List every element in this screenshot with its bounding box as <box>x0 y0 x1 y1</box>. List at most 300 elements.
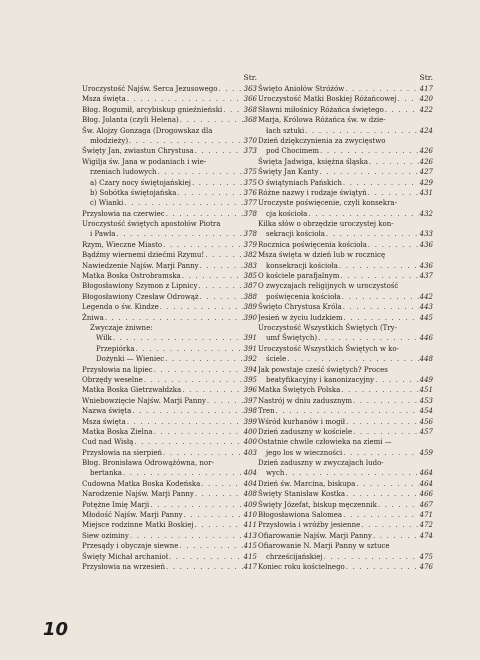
toc-page-number: 437 <box>419 272 433 281</box>
dot-leader <box>342 292 419 302</box>
toc-page-number: 409 <box>243 500 257 509</box>
toc-entry-title: łach sztuki <box>266 126 305 135</box>
dot-leader <box>385 105 419 115</box>
toc-entry <box>82 479 257 489</box>
toc-page-number: 472 <box>419 521 433 530</box>
toc-page-number: 366 <box>243 95 257 104</box>
toc-entry-title: Dzień św. Marcina, biskupa <box>258 479 356 488</box>
dot-leader <box>368 240 419 250</box>
dot-leader <box>165 354 242 364</box>
toc-page-number: 427 <box>419 168 433 177</box>
dot-leader <box>127 417 243 427</box>
dot-leader <box>166 209 243 219</box>
toc-entry <box>258 271 433 281</box>
toc-entry <box>258 292 433 302</box>
toc-entry-title: Legenda o św. Kindze <box>82 303 159 312</box>
toc-entry <box>82 396 257 406</box>
toc-entry-line: Św. Alojzy Gonzaga (Drogowskaz dla <box>82 126 213 135</box>
toc-entry-title: Nastrój w dniu zadusznym <box>258 396 353 405</box>
dot-leader <box>198 281 242 291</box>
toc-entry-title: O świątyniach Pańskich <box>258 178 342 187</box>
dot-leader <box>158 167 243 177</box>
dot-leader <box>218 84 242 94</box>
toc-page-number: 442 <box>419 292 433 301</box>
toc-entry-title: Przysłowia i wróżby jesienne <box>258 521 361 530</box>
toc-page-number: 368 <box>243 105 257 114</box>
toc-entry <box>82 417 257 427</box>
dot-leader <box>373 531 419 541</box>
toc-entry <box>82 240 257 250</box>
toc-page-number: 399 <box>243 417 257 426</box>
dot-leader <box>361 520 418 530</box>
dot-leader <box>353 427 418 437</box>
dot-leader <box>144 375 243 385</box>
toc-entry-title: poświęcenia kościoła <box>266 292 341 301</box>
toc-entry-title: Święta Jadwiga, księżna śląska <box>258 157 368 166</box>
toc-entry-title: Święto Chrystusa Króla <box>258 303 342 312</box>
dot-leader <box>184 510 243 520</box>
dot-leader <box>305 126 418 136</box>
toc-entry <box>258 167 433 177</box>
toc-entry-title: Młodość Najśw. Marji Panny <box>82 511 183 520</box>
dot-leader <box>182 385 242 395</box>
dot-leader <box>127 94 243 104</box>
toc-entry <box>258 94 433 104</box>
toc-entry <box>258 313 433 323</box>
toc-page-number: 383 <box>243 261 257 270</box>
toc-entry-title: Różne nazwy i rodzaje świątyń <box>258 188 367 197</box>
toc-entry-title: Błog. Bogumił, arcybiskup gnieźnieński <box>82 105 223 114</box>
toc-entry <box>82 531 257 541</box>
toc-entry-title: Przesądy i obyczaje siewne <box>82 542 179 551</box>
dot-leader <box>368 188 419 198</box>
toc-page-number: 391 <box>243 334 257 343</box>
dot-leader <box>324 552 419 562</box>
toc-entry-line: Uroczystość świętych apostołów Piotra <box>82 220 221 229</box>
toc-page-number: 417 <box>419 85 433 93</box>
toc-page-number: 395 <box>243 375 257 384</box>
dot-leader <box>154 427 243 437</box>
dot-leader <box>285 468 418 478</box>
toc-entry <box>258 178 433 188</box>
toc-entry-title: Przepiórka <box>96 344 135 353</box>
toc-page-number: 433 <box>419 230 433 239</box>
toc-entry <box>82 437 257 447</box>
toc-entry <box>258 261 433 271</box>
toc-page-number: 467 <box>419 500 433 509</box>
toc-entry <box>82 562 257 572</box>
toc-page-number: 363 <box>243 85 257 93</box>
dot-leader <box>398 94 419 104</box>
toc-page-number: 400 <box>243 438 257 447</box>
toc-entry-title: Święty Stanisław Kostka <box>258 490 346 499</box>
toc-entry <box>258 105 433 115</box>
toc-entry <box>82 115 257 125</box>
toc-page-number: 429 <box>419 178 433 187</box>
dot-leader <box>207 396 243 406</box>
dot-leader <box>346 417 419 427</box>
toc-entry <box>258 406 433 416</box>
toc-entry <box>258 468 433 478</box>
toc-entry-title: Jesień w życiu ludzkiem <box>258 313 343 322</box>
toc-page-number: 436 <box>419 261 433 270</box>
toc-entry <box>258 489 433 499</box>
toc-entry-line: Dzień zaduszny w zwyczajach ludo- <box>258 459 384 468</box>
toc-entry-line: Jak powstaje cześć świętych? Proces <box>258 365 388 374</box>
toc-entry <box>82 188 257 198</box>
dot-leader <box>177 188 242 198</box>
toc-page-number: 378 <box>243 230 257 239</box>
toc-entry-title: Święty Jan, zwiastun Chrystusa <box>82 147 194 156</box>
toc-entry-title: Bądźmy wiernemi dziećmi Rzymu! <box>82 251 205 260</box>
toc-entry-title: ściele <box>266 355 287 364</box>
toc-page-number: 464 <box>419 469 433 478</box>
toc-entry-title: O kościele parafjalnym <box>258 272 340 281</box>
toc-entry <box>82 302 257 312</box>
toc-entry <box>258 354 433 364</box>
toc-page-number: 391 <box>243 344 257 353</box>
toc-entry-title: Rocznica poświęcenia kościoła <box>258 240 367 249</box>
toc-page-number: 426 <box>419 157 433 166</box>
toc-entry <box>258 396 433 406</box>
toc-entry-title: Święto Aniołów Stróżów <box>258 85 345 93</box>
toc-page-number: 397 <box>243 396 257 405</box>
toc-page-number: 476 <box>419 562 433 571</box>
toc-page-number: 445 <box>419 313 433 322</box>
toc-entry-title: wych <box>266 469 285 478</box>
dot-leader <box>200 292 243 302</box>
toc-entry-title: bertanka <box>90 469 122 478</box>
toc-entry <box>82 209 257 219</box>
toc-entry <box>82 105 257 115</box>
toc-entry-title: Koniec roku kościelnego <box>258 562 345 571</box>
toc-entry <box>82 552 257 562</box>
dot-leader <box>195 520 243 530</box>
toc-page-number: 404 <box>243 479 257 488</box>
toc-entry <box>82 94 257 104</box>
toc-page-number: 377 <box>243 199 257 208</box>
toc-entry-title: Rzym, Wieczne Miasto <box>82 240 163 249</box>
toc-entry <box>82 178 257 188</box>
toc-entry <box>258 146 433 156</box>
toc-page-number: 426 <box>419 147 433 156</box>
toc-entry <box>82 292 257 302</box>
toc-page-number: 431 <box>419 188 433 197</box>
toc-page-number: 422 <box>419 105 433 114</box>
toc-page-number: 456 <box>419 417 433 426</box>
toc-entry-line: Uroczyste poświęcenie, czyli konsekra- <box>258 199 397 208</box>
toc-page-number: 382 <box>243 251 257 260</box>
toc-entry <box>258 229 433 239</box>
toc-entry <box>82 344 257 354</box>
toc-entry-title: Matka Świętych Polska <box>258 386 341 395</box>
toc-entry <box>82 541 257 551</box>
toc-entry-title: Siew oziminy <box>82 531 129 540</box>
toc-page-number: 443 <box>419 303 433 312</box>
toc-entry-title: Wniebowzięcie Najśw. Marji Panny <box>82 396 206 405</box>
toc-entry-title: beatyfikacyjny i kanonizacyjny <box>266 375 375 384</box>
toc-page-number: 471 <box>419 511 433 520</box>
dot-leader <box>163 240 242 250</box>
toc-entry-line: O zwyczajach religijnych w uroczystość <box>258 282 399 291</box>
toc-page-number: 375 <box>243 178 257 187</box>
toc-entry-title: a) Czary nocy świętojańskiej <box>90 178 191 187</box>
toc-entry <box>258 84 433 94</box>
toc-entry <box>82 146 257 156</box>
toc-entry-line: Marja, Królowa Różańca św. w dzie- <box>258 116 386 125</box>
dot-leader <box>123 468 243 478</box>
toc-entry-line: Dzień dziękczynienia za zwycięstwo <box>258 136 386 145</box>
toc-page-number: 378 <box>243 209 257 218</box>
dot-leader <box>326 229 419 239</box>
dot-leader <box>346 562 419 572</box>
toc-entry <box>258 427 433 437</box>
toc-entry <box>82 365 257 375</box>
toc-page-number: 390 <box>243 313 257 322</box>
toc-entry-title: cja kościoła <box>266 209 308 218</box>
toc-page-number: 475 <box>419 552 433 561</box>
toc-entry-title: Nawiedzenie Najśw. Marji Panny <box>82 261 199 270</box>
toc-page-number: 459 <box>419 448 433 457</box>
dot-leader <box>113 333 243 343</box>
toc-entry <box>82 167 257 177</box>
dot-leader <box>132 406 242 416</box>
toc-entry <box>258 126 433 136</box>
dot-leader <box>378 500 419 510</box>
dot-leader <box>345 84 418 94</box>
toc-page-number: 394 <box>243 365 257 374</box>
dot-leader <box>343 302 419 312</box>
dot-leader <box>136 344 243 354</box>
dot-leader <box>134 437 242 447</box>
toc-entry-line: Błog. Bronisława Odrowążówna, nor- <box>82 459 214 468</box>
toc-page-number: 432 <box>419 209 433 218</box>
toc-entry <box>82 261 257 271</box>
page-column-header: Str. <box>419 73 433 82</box>
dot-leader <box>129 136 243 146</box>
toc-entry-title: Potężne Imię Marji <box>82 500 150 509</box>
toc-page-number: 387 <box>243 282 257 291</box>
toc-entry-title: Narodzenie Najśw. Marji Panny <box>82 490 194 499</box>
toc-page-number: 375 <box>243 168 257 177</box>
dot-leader <box>160 302 243 312</box>
toc-page-number: 403 <box>243 448 257 457</box>
toc-page-number: 415 <box>243 542 257 551</box>
toc-page-number: 389 <box>243 303 257 312</box>
toc-entry-title: sekracji kościoła <box>266 230 325 239</box>
dot-leader <box>200 261 243 271</box>
dot-leader <box>339 261 419 271</box>
toc-entry <box>82 489 257 499</box>
toc-entry-title: Uroczystość Matki Boskiej Różańcowej <box>258 95 397 104</box>
toc-page-number: 449 <box>419 375 433 384</box>
toc-page-number: 373 <box>243 147 257 156</box>
dot-leader <box>287 354 418 364</box>
dot-leader <box>223 105 242 115</box>
toc-page-number: 424 <box>419 126 433 135</box>
toc-entry-title: Wilk <box>96 334 112 343</box>
toc-entry-title: Święty Józefat, biskup męczennik <box>258 500 377 509</box>
toc-entry <box>82 510 257 520</box>
toc-entry-line: Wigilja św. Jana w podaniach i wie- <box>82 157 207 166</box>
toc-entry-title: chrześcijańskiej <box>266 552 323 561</box>
toc-entry-title: Przysłowia na wrzesień <box>82 562 165 571</box>
toc-column-left <box>82 73 257 572</box>
toc-entry-title: Święty Jan Kanty <box>258 168 319 177</box>
dot-leader <box>308 209 418 219</box>
toc-page-number: 413 <box>243 531 257 540</box>
toc-page-number: 400 <box>243 427 257 436</box>
dot-leader <box>182 271 243 281</box>
dot-leader <box>169 552 243 562</box>
toc-entry-title: Dożynki — Wieniec <box>96 355 165 364</box>
toc-entry <box>82 468 257 478</box>
toc-entry-title: Przysłowia na lipiec <box>82 365 153 374</box>
toc-entry-title: Wśród kurhanów i mogił <box>258 417 346 426</box>
dot-leader <box>353 396 419 406</box>
toc-page-number: 453 <box>419 396 433 405</box>
toc-entry-line: Kilka słów o obrzędzie uroczystej kon- <box>258 220 394 229</box>
toc-entry <box>258 552 433 562</box>
dot-leader <box>341 385 418 395</box>
toc-page-number: 368 <box>243 116 257 125</box>
toc-entry-line: Msza święta w dzień lub w rocznicę <box>258 251 386 260</box>
dot-leader <box>340 271 418 281</box>
toc-entry-line: Uroczystość Wszystkich Świętych (Try- <box>258 323 398 332</box>
toc-entry <box>258 240 433 250</box>
dot-leader <box>318 333 419 343</box>
page-column-header: Str. <box>243 73 257 82</box>
toc-entry-title: Błogosławiona Salomea <box>258 511 343 520</box>
toc-page-number: 420 <box>419 95 433 104</box>
toc-entry <box>258 385 433 395</box>
dot-leader <box>343 178 419 188</box>
toc-entry-title: Przysłowia na sierpień <box>82 448 163 457</box>
toc-entry <box>258 157 433 167</box>
toc-page-number: 404 <box>243 469 257 478</box>
toc-entry-title: Błogosławiony Szymon z Lipnicy <box>82 282 198 291</box>
toc-entry <box>258 333 433 343</box>
toc-entry-title: Ofiarowanie Najśw. Marji Panny <box>258 531 372 540</box>
toc-page-number: 379 <box>243 240 257 249</box>
toc-entry <box>82 448 257 458</box>
toc-entry <box>258 479 433 489</box>
toc-entry <box>82 229 257 239</box>
dot-leader <box>179 541 242 551</box>
toc-entry-line: Ostatnie chwile człowieka na ziemi — <box>258 438 392 447</box>
dot-leader <box>150 500 242 510</box>
toc-entry <box>258 188 433 198</box>
toc-entry-title: Msza święta <box>82 417 126 426</box>
toc-entry <box>82 385 257 395</box>
dot-leader <box>195 146 243 156</box>
toc-entry <box>258 302 433 312</box>
toc-entry-line: Uroczystość Wszystkich Świętych w ko- <box>258 344 399 353</box>
toc-entry-title: Matka Boska Zielna <box>82 427 153 436</box>
toc-entry-title: Dzień zaduszny w kościele <box>258 427 353 436</box>
dot-leader <box>320 146 419 156</box>
toc-entry-title: Tren <box>258 407 275 416</box>
toc-entry <box>258 500 433 510</box>
toc-entry <box>82 281 257 291</box>
toc-entry-title: Błogosławiony Czesław Odrowąż <box>82 292 199 301</box>
toc-entry <box>82 136 257 146</box>
toc-entry-line: Zwyczaje żniwne: <box>90 323 153 332</box>
toc-entry-title: Święty Michał archanioł <box>82 552 169 561</box>
dot-leader <box>375 375 419 385</box>
toc-entry-line: Ofiarowanie N. Marji Panny w sztuce <box>258 542 390 551</box>
toc-page-number: 410 <box>243 511 257 520</box>
dot-leader <box>344 313 419 323</box>
toc-page-number: 398 <box>243 407 257 416</box>
dot-leader <box>205 250 242 260</box>
dot-leader <box>116 229 242 239</box>
toc-entry-title: rzeniach ludowych <box>90 168 157 177</box>
toc-page-number: 474 <box>419 531 433 540</box>
toc-entry-title: Błog. Jolanta (czyli Helena) <box>82 116 179 125</box>
toc-entry-title: Matka Boska Ostrobramska <box>82 272 181 281</box>
dot-leader <box>343 510 419 520</box>
toc-entry-title: Matka Boska Gietrzwałdzka <box>82 386 182 395</box>
toc-entry <box>258 417 433 427</box>
toc-entry <box>258 520 433 530</box>
toc-entry-title: i Pawła <box>90 230 116 239</box>
toc-page-number: 385 <box>243 272 257 281</box>
toc-entry <box>258 531 433 541</box>
dot-leader <box>163 448 243 458</box>
toc-entry <box>82 313 257 323</box>
toc-entry-title: b) Sobótka świętojańska <box>90 188 177 197</box>
toc-page-number: 454 <box>419 407 433 416</box>
dot-leader <box>320 167 419 177</box>
toc-entry-title: pod Chocimem <box>266 147 320 156</box>
toc-page-number: 448 <box>419 355 433 364</box>
toc-page-number: 457 <box>419 427 433 436</box>
toc-entry <box>82 250 257 260</box>
toc-entry-title: Nazwa święta <box>82 407 132 416</box>
toc-page-number: 408 <box>243 490 257 499</box>
toc-page-number: 466 <box>419 490 433 499</box>
dot-leader <box>201 479 242 489</box>
toc-entry <box>258 448 433 458</box>
toc-entry <box>82 375 257 385</box>
toc-page-number: 464 <box>419 479 433 488</box>
toc-page-number: 436 <box>419 240 433 249</box>
toc-entry-title: Uroczystość Najśw. Serca Jezusowego <box>82 85 218 93</box>
toc-page-number: 446 <box>419 334 433 343</box>
toc-entry-title: konsekracji kościoła <box>266 261 338 270</box>
toc-entry <box>258 375 433 385</box>
toc-entry <box>82 333 257 343</box>
toc-entry-title: młodzieży) <box>90 136 129 145</box>
toc-page-number: 388 <box>243 292 257 301</box>
toc-entry-title: c) Wianki <box>90 199 124 208</box>
dot-leader <box>369 157 419 167</box>
dot-leader <box>276 406 419 416</box>
page-number: 10 <box>43 619 69 640</box>
toc-entry-title: Sławni miłośnicy Różańca świętego <box>258 105 384 114</box>
toc-page-number: 396 <box>243 386 257 395</box>
toc-page-number: 415 <box>243 552 257 561</box>
dot-leader <box>343 448 418 458</box>
dot-leader <box>166 562 243 572</box>
toc-page-number: 451 <box>419 386 433 395</box>
toc-entry <box>82 500 257 510</box>
toc-page-number: 411 <box>243 521 257 530</box>
toc-entry-title: Przysłowia na czerwiec <box>82 209 165 218</box>
toc-entry <box>82 520 257 530</box>
toc-entry-title: Cud nad Wisłą <box>82 438 134 447</box>
